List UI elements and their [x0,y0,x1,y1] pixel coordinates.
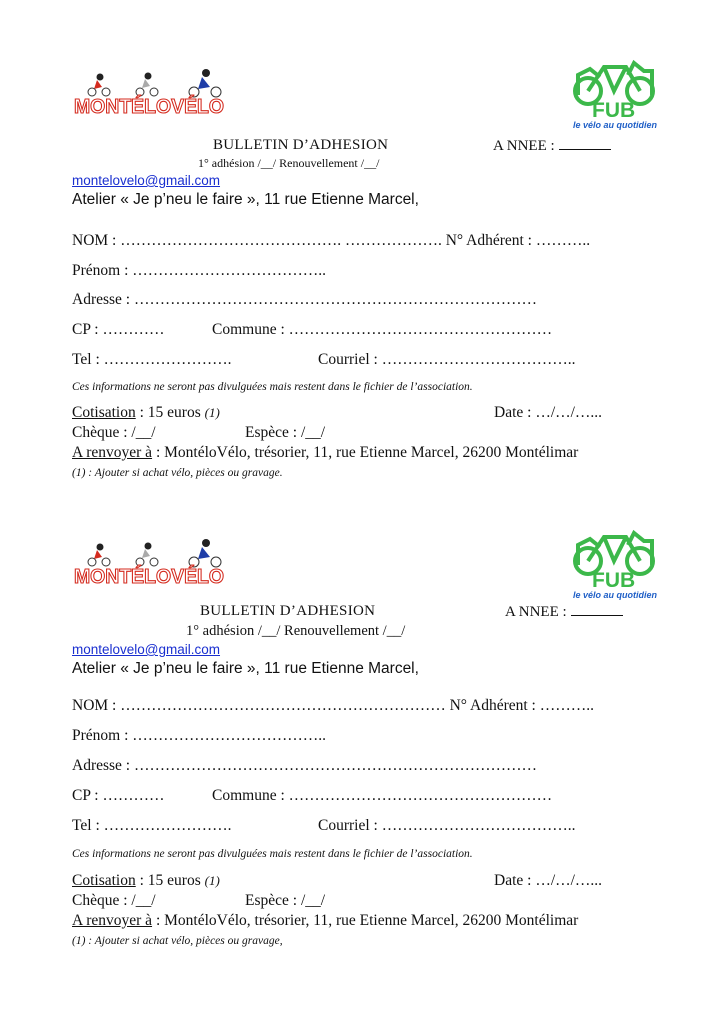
prenom-field[interactable]: Prénom : ……………………………….. [72,727,327,744]
form-title: BULLETIN D’ADHESION [213,137,389,153]
cotisation-line [72,404,220,422]
year-field[interactable] [493,137,611,155]
cp-field[interactable]: CP : ………… [72,321,165,338]
cotisation-value: : 15 euros [135,404,205,421]
nom-field[interactable]: NOM : ……………………………………………………… N° Adhérent : ……….. [72,697,594,714]
bicycle-city-logo-icon [575,533,653,574]
membership-type-line[interactable]: 1° adhésion /__/ Renouvellement /__/ [198,156,380,170]
adresse-field[interactable]: Adresse : …………………………………………………………………… [72,757,537,774]
cyclists-logo-icon [88,69,221,97]
montelovelo-logo [70,537,230,587]
commune-field[interactable]: Commune : …………………………………………… [212,321,553,338]
cotisation-line [72,872,220,890]
membership-form-1 [0,55,724,525]
cotisation-note: (1) [204,873,220,888]
atelier-address: Atelier « Je p’neu le faire », 11 rue Etienne Marcel, [72,660,419,677]
fub-logo-text: FUB [592,99,636,122]
privacy-notice: Ces informations ne seront pas divulguées mais restent dans le fichier de l’association. [72,848,473,860]
membership-form-2 [0,525,724,995]
fub-tagline: le vélo au quotidien [573,590,658,600]
fub-logo-text: FUB [592,569,636,592]
date-field[interactable]: Date : …/…/…... [494,872,603,889]
tel-field[interactable]: Tel : ……………………. [72,817,232,834]
cotisation-label: Cotisation [72,404,136,421]
footnote: (1) : Ajouter si achat vélo, pièces ou gravage, [72,935,283,947]
email-link[interactable]: montelovelo@gmail.com [72,642,221,657]
montelovelo-logo-text: MONTÉLOVÉLO [74,566,229,587]
date-field[interactable]: Date : …/…/…... [494,404,603,421]
cp-field[interactable]: CP : ………… [72,787,165,804]
montelovelo-logo-text: MONTÉLOVÉLO [74,96,229,117]
fub-logo [570,525,660,600]
return-value: : MontéloVélo, trésorier, 11, rue Etienne Marcel, 26200 Montélimar [152,444,579,461]
commune-field[interactable]: Commune : …………………………………………… [212,787,553,804]
espece-checkbox[interactable]: Espèce : /__/ [245,892,326,909]
cheque-checkbox[interactable]: Chèque : /__/ [72,892,156,909]
year-field[interactable] [505,603,623,621]
espece-checkbox[interactable]: Espèce : /__/ [245,424,326,441]
cotisation-label: Cotisation [72,872,136,889]
courriel-field[interactable]: Courriel : ……………………………….. [318,817,576,834]
year-label: A NNEE : [505,604,567,620]
cheque-checkbox[interactable]: Chèque : /__/ [72,424,156,441]
tel-field[interactable]: Tel : ……………………. [72,351,232,368]
cotisation-value: : 15 euros [135,872,205,889]
membership-type-line[interactable]: 1° adhésion /__/ Renouvellement /__/ [186,623,406,639]
prenom-field[interactable]: Prénom : ……………………………….. [72,262,327,279]
return-address [72,912,578,930]
bicycle-city-logo-icon [575,63,653,104]
cotisation-note: (1) [204,405,220,420]
montelovelo-logo [70,67,230,117]
footnote: (1) : Ajouter si achat vélo, pièces ou gravage. [72,467,283,479]
return-address [72,444,578,462]
form-title: BULLETIN D’ADHESION [200,603,376,619]
cyclists-logo-icon [88,539,221,567]
return-value: : MontéloVélo, trésorier, 11, rue Etienne Marcel, 26200 Montélimar [152,912,579,929]
atelier-address: Atelier « Je p’neu le faire », 11 rue Etienne Marcel, [72,191,419,208]
year-blank[interactable] [559,137,611,150]
return-label: A renvoyer à [72,444,153,461]
courriel-field[interactable]: Courriel : ……………………………….. [318,351,576,368]
adresse-field[interactable]: Adresse : …………………………………………………………………… [72,291,537,308]
email-link[interactable]: montelovelo@gmail.com [72,173,221,188]
fub-tagline: le vélo au quotidien [573,120,658,130]
return-label: A renvoyer à [72,912,153,929]
year-blank[interactable] [571,603,623,616]
nom-field[interactable]: NOM : ……………………………………. ………………. N° Adhérent : ……….. [72,232,591,249]
fub-logo [570,55,660,130]
year-label: A NNEE : [493,138,555,154]
privacy-notice: Ces informations ne seront pas divulguées mais restent dans le fichier de l’association. [72,381,473,393]
